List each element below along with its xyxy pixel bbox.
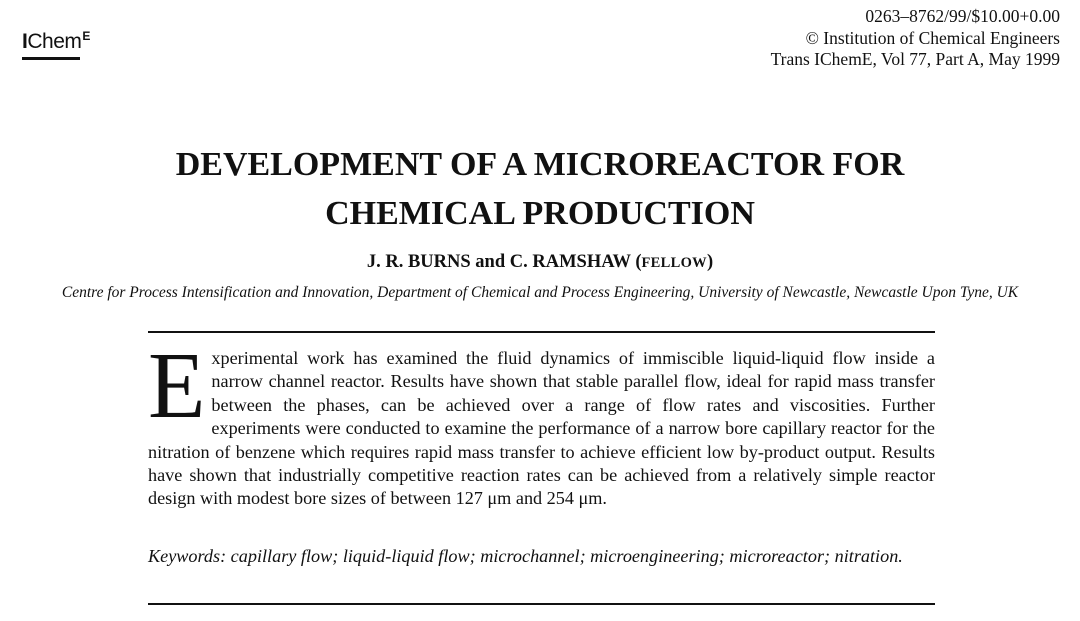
logo-underline <box>22 57 80 60</box>
publication-code: 0263–8762/99/$10.00+0.00 <box>865 6 1060 26</box>
logo-main: Chem <box>27 30 82 53</box>
abstract <box>148 334 935 511</box>
publication-info <box>771 6 1060 71</box>
top-divider <box>148 331 935 333</box>
journal-line: Trans IChemE, Vol 77, Part A, May 1999 <box>770 49 1060 69</box>
author-names: J. R. BURNS and C. RAMSHAW <box>366 252 631 272</box>
abstract-text: xperimental work has examined the fluid dynamics of immiscible liquid-liquid flow inside a narrow channel reactor. Results have shown that stable parallel flow, ideal for rapid mass transfer between the phases, can be achieved over a range of flow rates and viscosities. Further experiments were conducted to examine the performance of a narrow bore capillary reactor for the nitration of benzene which requires rapid mass transfer to achieve efficient low by-product output. Results have shown that industrially competitive reaction rates can be achieved from a relatively simple reactor design with modest bore sizes of between 127 μm and 254 μm. <box>148 348 935 509</box>
keywords: Keywords: capillary flow; liquid-liquid flow; microchannel; microengineering; microreactor; nitration. <box>148 546 903 566</box>
abstract-dropcap: E <box>148 334 206 438</box>
bottom-divider <box>148 603 935 605</box>
title-line-2: CHEMICAL PRODUCTION <box>325 195 755 232</box>
affiliation: Centre for Process Intensification and Innovation, Department of Chemical and Process Engineering, University of Newcastle, Newcastle Upon Tyne, UK <box>61 284 1019 301</box>
logo-prefix: I <box>22 30 28 53</box>
copyright-line: © Institution of Chemical Engineers <box>805 27 1060 48</box>
author-role: FELLOW <box>641 255 707 271</box>
logo-superscript: E <box>82 29 90 43</box>
ichem-logo <box>22 30 90 52</box>
author-role-open: ( <box>635 252 642 272</box>
title-line-1: DEVELOPMENT OF A MICROREACTOR FOR <box>175 146 905 183</box>
author-role-close: ) <box>706 252 714 272</box>
paper-title <box>0 140 1080 238</box>
author-line <box>0 252 1080 273</box>
